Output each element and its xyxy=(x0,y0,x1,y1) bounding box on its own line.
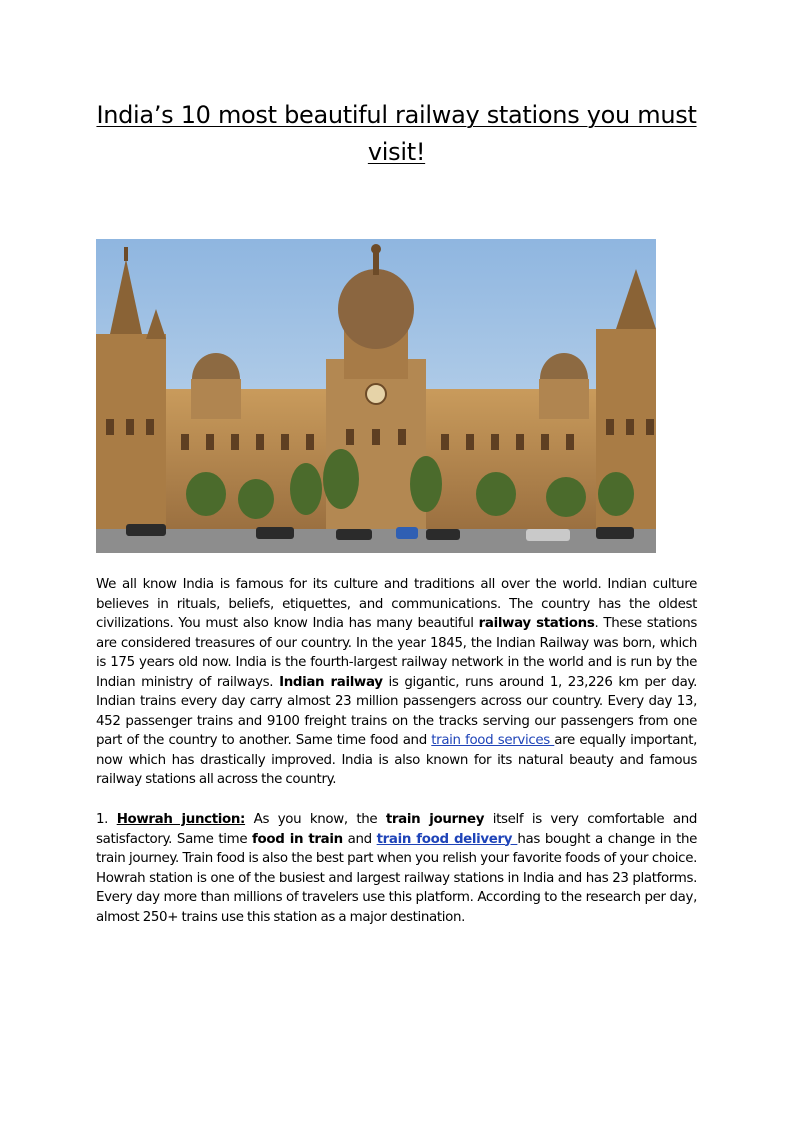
howrah-text-2: itself is very comfortable and satisfactory. Same time xyxy=(96,812,698,847)
list-number: 1. xyxy=(96,812,117,827)
page-title: India’s 10 most beautiful railway stations you must visit! xyxy=(96,101,697,166)
train-food-delivery-link[interactable]: train food delivery xyxy=(376,831,518,847)
station-photo xyxy=(96,239,656,553)
railway-stations-bold: railway stations xyxy=(478,616,595,631)
train-food-services-link[interactable]: train food services xyxy=(431,733,555,748)
intro-text-2: . These stations are considered treasures of our country. In the year 1845, the Indian Railway was born, which is 175 years old now. India is the fourth-largest railway network in the world and is run by the Indian ministry of railways. xyxy=(96,616,697,690)
train-journey-bold: train journey xyxy=(385,812,485,827)
intro-paragraph xyxy=(96,575,697,790)
intro-text-4: are equally important, now which has drastically improved. India is also known for its natural beauty and famous railway stations all across the country. xyxy=(96,733,697,787)
food-in-train-bold: food in train xyxy=(252,831,343,847)
howrah-text-4: has bought a change in the train journey. Train food is also the best part when you relish your favorite foods of your choice. Howrah station is one of the busiest and largest railway stations in India and has 23 platforms. Every day more than millions of travelers use this platform. According to the research per day, almost 250+ trains use this station as a major destination. xyxy=(96,831,697,925)
howrah-heading: Howrah junction: xyxy=(116,812,246,827)
intro-text-1: We all know India is famous for its culture and traditions all over the world. Indian culture believes in rituals, beliefs, etiquettes, and communications. The country has the oldest civilizations. You must also know India has many beautiful xyxy=(96,577,697,631)
indian-railway-bold: Indian railway xyxy=(279,674,383,690)
howrah-text-3: and xyxy=(342,831,377,847)
howrah-paragraph xyxy=(96,810,697,927)
station-photo-icon xyxy=(96,239,656,553)
intro-text-3: is gigantic, runs around 1, 23,226 km per day. Indian trains every day carry almost 23 million passengers across our country. Every day 13, 452 passenger trains and 9100 freight trains on the tracks serving our passengers from one part of the country to another. Same time food and xyxy=(96,674,697,748)
howrah-text-1: As you know, the xyxy=(245,812,386,827)
